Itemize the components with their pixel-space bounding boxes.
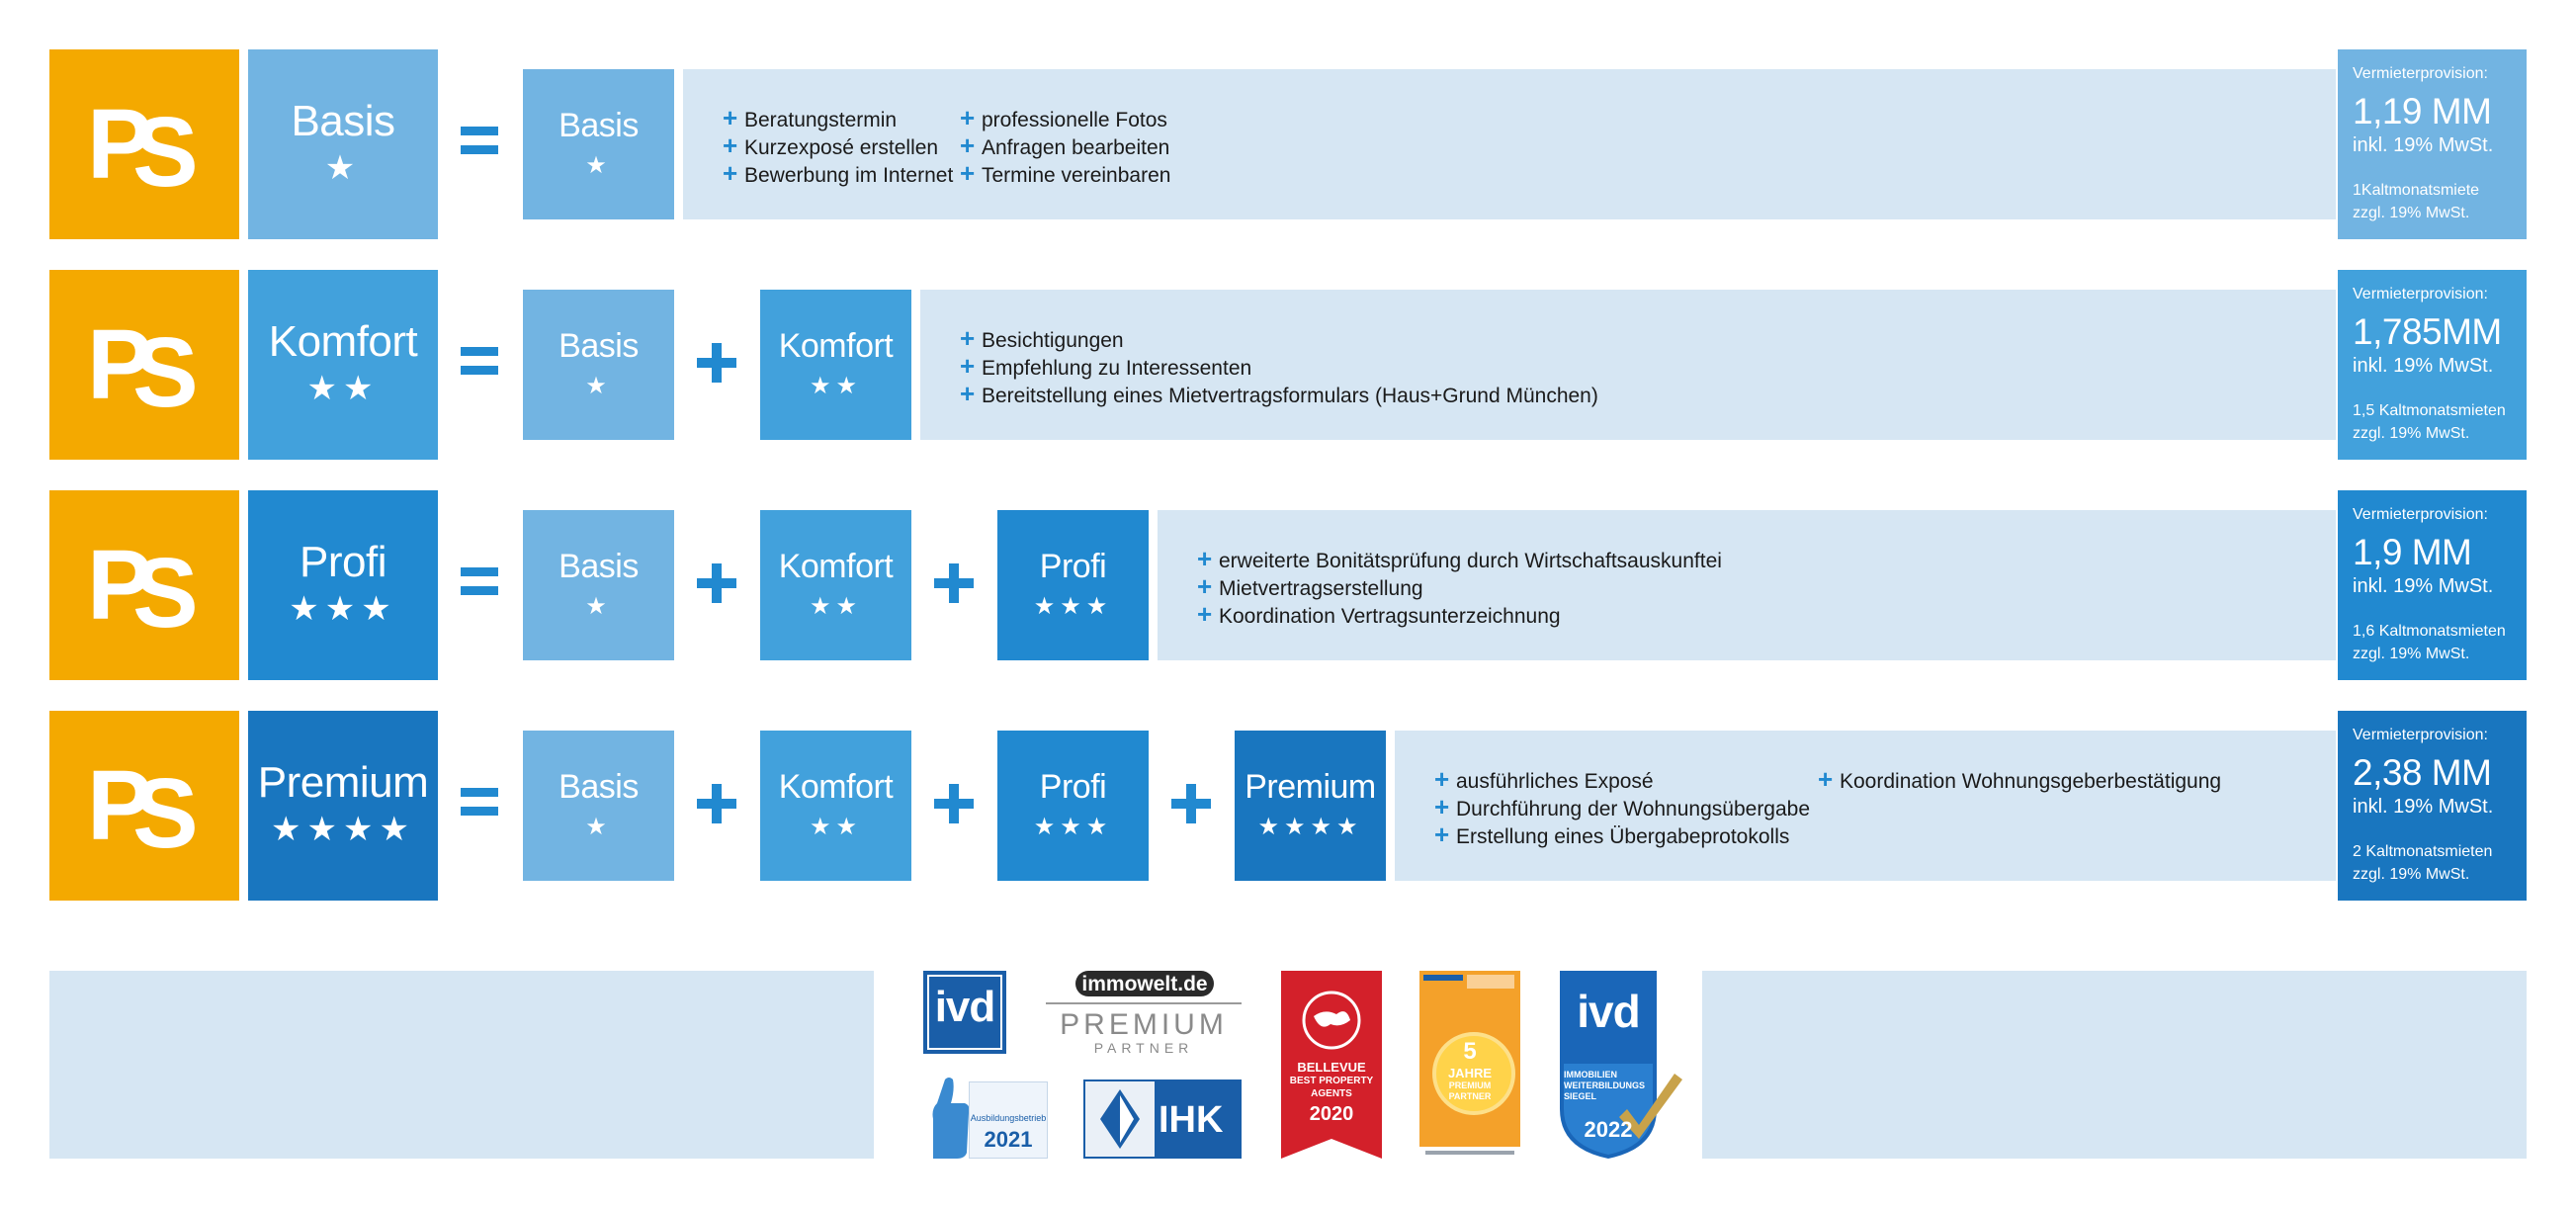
premium5-line3: PARTNER	[1448, 1091, 1492, 1101]
ps-logo-icon	[87, 97, 202, 192]
feature-item	[1197, 600, 1722, 628]
package-chip-label: Premium	[1245, 768, 1376, 806]
tier-row-profi	[0, 490, 2576, 680]
ivd-seal-line2: WEITERBILDUNGS	[1564, 1080, 1645, 1090]
package-chip-stars: ★★★	[1033, 814, 1113, 840]
feature-item	[723, 104, 953, 131]
bellevue-badge	[1281, 971, 1382, 1159]
svg-text:P: P	[87, 97, 139, 192]
package-chip-basis	[523, 290, 674, 440]
plus-sign	[697, 563, 736, 603]
feature-text: Erstellung eines Übergabeprotokolls	[1456, 825, 1790, 848]
svg-text:P: P	[87, 538, 139, 633]
feature-item	[1434, 765, 1810, 793]
feature-text: erweiterte Bonitätsprüfung durch Wirtschaftsauskunftei	[1219, 550, 1722, 572]
package-chip-stars: ★★★	[1033, 593, 1113, 620]
feature-item	[723, 131, 953, 159]
package-chip-basis	[523, 510, 674, 660]
immowelt-premium-partner-badge	[1046, 971, 1242, 1056]
tier-stars: ★★	[306, 370, 380, 407]
equals-sign	[461, 567, 498, 597]
package-chip-stars: ★★★★	[1257, 814, 1363, 840]
tier-title: Komfort	[268, 317, 418, 366]
price-box	[2338, 49, 2527, 239]
feature-text: Besichtigungen	[982, 329, 1124, 352]
plus-bullet-icon: +	[960, 379, 976, 408]
svg-text:P: P	[87, 317, 139, 412]
feature-text: Koordination Wohnungsgeberbestätigung	[1840, 770, 2222, 793]
feature-item	[1818, 765, 2221, 793]
plus-bullet-icon: +	[1434, 792, 1450, 821]
price-footnote: 1,6 Kaltmonatsmieten	[2353, 623, 2506, 640]
package-chip-stars: ★	[585, 152, 612, 179]
ps-logo	[49, 711, 239, 901]
feature-column	[1818, 765, 2221, 793]
tier-stars: ★	[324, 149, 362, 187]
feature-item	[960, 131, 1170, 159]
ps-logo-icon	[87, 538, 202, 633]
svg-text:S: S	[132, 538, 199, 633]
feature-column	[960, 324, 1598, 407]
plus-bullet-icon: +	[1818, 764, 1834, 794]
feature-panel	[683, 69, 2336, 219]
plus-bullet-icon: +	[960, 351, 976, 381]
ausbildung-year: 2021	[984, 1127, 1033, 1152]
feature-item	[1434, 793, 1810, 820]
feature-item	[1197, 572, 1722, 600]
ivd-weiterbildungssiegel-badge	[1560, 971, 1684, 1159]
footer-band-right	[1702, 971, 2527, 1159]
bellevue-line1: BEST PROPERTY	[1289, 1076, 1374, 1086]
price-vat: inkl. 19% MwSt.	[2353, 796, 2494, 818]
package-chip-label: Komfort	[778, 768, 894, 806]
ps-logo	[49, 490, 239, 680]
feature-text: Bereitstellung eines Mietvertragsformulars (Haus+Grund München)	[982, 385, 1598, 407]
svg-text:S: S	[132, 317, 199, 412]
svg-text:S: S	[132, 758, 199, 853]
package-chip-stars: ★	[585, 814, 612, 840]
bellevue-line2: AGENTS	[1311, 1088, 1352, 1099]
ps-logo-icon	[87, 758, 202, 853]
package-chip-komfort	[760, 510, 911, 660]
price-label: Vermieterprovision:	[2353, 506, 2488, 523]
price-label: Vermieterprovision:	[2353, 65, 2488, 82]
feature-item	[723, 159, 953, 187]
feature-panel	[920, 290, 2336, 440]
premium5-line2: PREMIUM	[1448, 1080, 1492, 1090]
package-chip-label: Basis	[558, 107, 639, 144]
feature-column	[1434, 765, 1810, 848]
plus-bullet-icon: +	[1197, 571, 1213, 601]
feature-item	[960, 104, 1170, 131]
price-box	[2338, 711, 2527, 901]
ivd-seal-line3: SIEGEL	[1564, 1091, 1597, 1101]
thumbs-up-icon	[923, 1076, 971, 1159]
price-footnote: 1,5 Kaltmonatsmieten	[2353, 402, 2506, 419]
ihk-logo	[1083, 1079, 1242, 1159]
tier-row-premium	[0, 711, 2576, 901]
plus-bullet-icon: +	[1434, 764, 1450, 794]
ivd-logo	[923, 971, 1006, 1054]
five-years-premium-partner-badge	[1419, 971, 1520, 1159]
plus-bullet-icon: +	[723, 158, 738, 188]
tier-title-box	[248, 711, 438, 901]
ivd-logo-text: ivd	[934, 983, 995, 1031]
feature-column	[1197, 545, 1722, 628]
tier-title-box	[248, 270, 438, 460]
package-chip-komfort	[760, 731, 911, 881]
premium5-number: 5	[1463, 1038, 1477, 1065]
immowelt-partner: PARTNER	[1093, 1040, 1194, 1056]
feature-item	[1197, 545, 1722, 572]
plus-bullet-icon: +	[960, 158, 976, 188]
price-vat: inkl. 19% MwSt.	[2353, 575, 2494, 597]
immowelt-brand: immowelt.de	[1081, 973, 1208, 995]
price-label: Vermieterprovision:	[2353, 727, 2488, 743]
price-footnote-vat: zzgl. 19% MwSt.	[2353, 866, 2470, 883]
tier-title: Premium	[257, 758, 429, 807]
svg-text:S: S	[132, 97, 199, 192]
feature-text: Bewerbung im Internet	[744, 164, 954, 187]
premium5-line1: JAHRE	[1447, 1066, 1493, 1080]
package-chip-stars: ★	[585, 593, 612, 620]
tier-title: Basis	[291, 97, 395, 145]
feature-item	[960, 324, 1598, 352]
plus-bullet-icon: +	[1197, 544, 1213, 573]
price-amount: 1,19 MM	[2353, 91, 2492, 131]
package-chip-label: Profi	[1039, 548, 1107, 585]
price-vat: inkl. 19% MwSt.	[2353, 355, 2494, 377]
immowelt-premium: PREMIUM	[1060, 1008, 1228, 1041]
plus-bullet-icon: +	[1197, 599, 1213, 629]
feature-panel	[1158, 510, 2336, 660]
tier-row-basis	[0, 49, 2576, 239]
price-amount: 1,785MM	[2353, 311, 2502, 352]
feature-panel	[1395, 731, 2336, 881]
tier-stars: ★★★	[289, 590, 397, 628]
plus-sign	[1171, 784, 1211, 823]
plus-bullet-icon: +	[723, 130, 738, 160]
package-chip-basis	[523, 69, 674, 219]
ihk-emblem-icon	[1100, 1089, 1140, 1149]
price-box	[2338, 270, 2527, 460]
package-chip-stars: ★★	[809, 593, 863, 620]
ihk-text: IHK	[1159, 1099, 1224, 1141]
plus-bullet-icon: +	[960, 103, 976, 132]
price-vat: inkl. 19% MwSt.	[2353, 134, 2494, 156]
price-amount: 2,38 MM	[2353, 752, 2492, 793]
plus-bullet-icon: +	[723, 103, 738, 132]
price-footnote-vat: zzgl. 19% MwSt.	[2353, 425, 2470, 442]
bellevue-name: BELLEVUE	[1297, 1060, 1366, 1075]
tier-title-box	[248, 490, 438, 680]
ps-logo	[49, 49, 239, 239]
plus-bullet-icon: +	[1434, 820, 1450, 849]
tier-row-komfort	[0, 270, 2576, 460]
ivd-seal-year: 2022	[1584, 1117, 1633, 1142]
feature-text: Beratungstermin	[744, 109, 898, 131]
plus-bullet-icon: +	[960, 323, 976, 353]
package-chip-stars: ★★	[809, 373, 863, 399]
feature-item	[960, 159, 1170, 187]
feature-text: Anfragen bearbeiten	[982, 136, 1170, 159]
price-box	[2338, 490, 2527, 680]
feature-item	[960, 380, 1598, 407]
price-amount: 1,9 MM	[2353, 532, 2472, 572]
price-footnote-vat: zzgl. 19% MwSt.	[2353, 205, 2470, 221]
feature-column	[960, 104, 1170, 187]
plus-bullet-icon: +	[960, 130, 976, 160]
package-chip-label: Profi	[1039, 768, 1107, 806]
footer-band-left	[49, 971, 874, 1159]
package-chip-profi	[997, 731, 1149, 881]
equals-sign	[461, 127, 498, 156]
feature-text: Termine vereinbaren	[982, 164, 1171, 187]
price-footnote-vat: zzgl. 19% MwSt.	[2353, 646, 2470, 662]
feature-text: Empfehlung zu Interessenten	[982, 357, 1252, 380]
plus-sign	[697, 343, 736, 383]
price-label: Vermieterprovision:	[2353, 286, 2488, 302]
svg-text:P: P	[87, 758, 139, 853]
package-chip-basis	[523, 731, 674, 881]
feature-text: professionelle Fotos	[982, 109, 1167, 131]
package-chip-label: Basis	[558, 327, 639, 365]
feature-text: Durchführung der Wohnungsübergabe	[1456, 798, 1811, 820]
feature-text: Koordination Vertragsunterzeichnung	[1219, 605, 1561, 628]
ausbildung-text: Ausbildungsbetrieb	[970, 1113, 1047, 1123]
package-chip-label: Komfort	[778, 548, 894, 585]
tier-title-box	[248, 49, 438, 239]
bellevue-year: 2020	[1309, 1103, 1354, 1125]
feature-text: Mietvertragserstellung	[1219, 577, 1423, 600]
ausbildungsbetrieb-badge	[923, 1076, 1048, 1159]
equals-sign	[461, 347, 498, 377]
plus-sign	[697, 784, 736, 823]
plus-sign	[934, 784, 974, 823]
package-chip-premium	[1235, 731, 1386, 881]
package-chip-label: Basis	[558, 548, 639, 585]
package-chip-label: Basis	[558, 768, 639, 806]
price-footnote: 1Kaltmonatsmiete	[2353, 182, 2480, 199]
feature-text: ausführliches Exposé	[1456, 770, 1654, 793]
plus-sign	[934, 563, 974, 603]
equals-sign	[461, 788, 498, 818]
tier-title: Profi	[300, 538, 386, 586]
feature-text: Kurzexposé erstellen	[744, 136, 939, 159]
package-chip-label: Komfort	[778, 327, 894, 365]
package-chip-stars: ★	[585, 373, 612, 399]
package-chip-stars: ★★	[809, 814, 863, 840]
tier-stars: ★★★★	[271, 811, 415, 848]
package-chip-profi	[997, 510, 1149, 660]
price-footnote: 2 Kaltmonatsmieten	[2353, 843, 2493, 860]
ps-logo	[49, 270, 239, 460]
ivd-seal-line1: IMMOBILIEN	[1564, 1070, 1617, 1079]
feature-item	[960, 352, 1598, 380]
feature-column	[723, 104, 953, 187]
package-chip-komfort	[760, 290, 911, 440]
feature-item	[1434, 820, 1810, 848]
ivd-seal-text: ivd	[1577, 986, 1640, 1037]
ps-logo-icon	[87, 317, 202, 412]
